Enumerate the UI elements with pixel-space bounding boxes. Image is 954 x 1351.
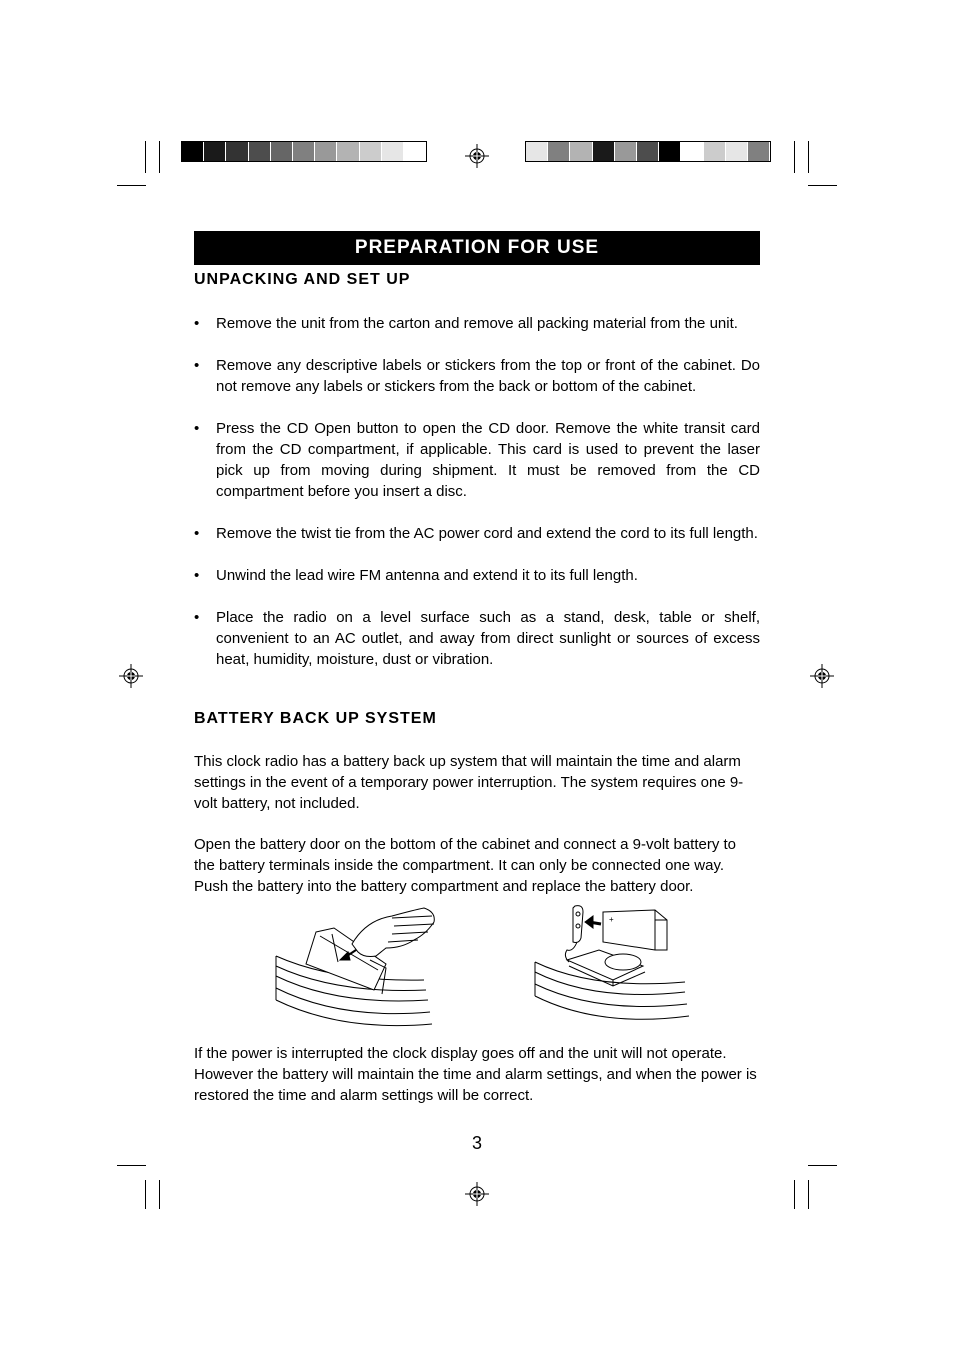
page-number: 3 [471,1133,482,1153]
color-swatch [249,142,271,161]
color-swatch [615,142,637,161]
color-swatch [404,142,426,161]
unpacking-bullet-list [194,313,760,691]
color-swatch [637,142,659,161]
section-heading-battery: BATTERY BACK UP SYSTEM [194,710,437,727]
color-swatch [337,142,359,161]
crop-mark [794,141,795,173]
page-title: PREPARATION FOR USE [194,231,760,265]
color-swatch [382,142,404,161]
color-swatch [315,142,337,161]
list-item: • Remove the twist tie from the AC power cord and extend the cord to its full length. [194,523,760,544]
list-item: • Place the radio on a level surface such as a stand, desk, table or shelf, convenient to an AC outlet, and away from direct sunlight or sources of excess heat, humidity, moisture, dust or vibration. [194,607,760,670]
color-swatch-strip-right [525,141,771,162]
color-swatch [704,142,726,161]
crop-mark [145,141,146,173]
battery-paragraph-install: Open the battery door on the bottom of the cabinet and connect a 9-volt battery to the battery terminals inside the compartment. It can only be connected one way. Push the battery into the battery compartment and replace the battery door. [194,836,737,895]
color-swatch [659,142,681,161]
color-swatch [271,142,293,161]
section-heading-unpacking: UNPACKING AND SET UP [194,271,411,288]
color-swatch [570,142,592,161]
color-swatch [726,142,748,161]
color-swatch [593,142,615,161]
crop-mark [145,1180,146,1209]
color-swatch [182,142,204,161]
crop-mark [808,1165,837,1166]
color-swatch [226,142,248,161]
color-swatch [204,142,226,161]
registration-mark-icon [465,1182,489,1206]
color-swatch [681,142,703,161]
crop-mark [808,141,809,173]
list-item: • Press the CD Open button to open the CD door. Remove the white transit card from the CD compartment, if applicable. This card is used to prevent the laser pick up from moving during shipment. It must be removed from the CD compartment before you insert a disc. [194,418,760,502]
color-swatch [548,142,570,161]
registration-mark-icon [465,144,489,168]
battery-paragraph-power-loss: If the power is interrupted the clock display goes off and the unit will not operate. However the battery will maintain the time and alarm settings, and when the power is restored the time and alarm settings will be correct. [194,1045,757,1104]
registration-mark-icon [119,664,143,688]
list-item: • Remove the unit from the carton and remove all packing material from the unit. [194,313,760,334]
crop-mark [808,1180,809,1209]
crop-mark [159,1180,160,1209]
battery-paragraph-intro: This clock radio has a battery back up system that will maintain the time and alarm settings in the event of a temporary power interruption. The system requires one 9-volt battery, not included. [194,753,744,812]
list-item: • Remove any descriptive labels or stickers from the top or front of the cabinet. Do not remove any labels or stickers from the back or bottom of the cabinet. [194,355,760,397]
crop-mark [808,185,837,186]
color-swatch [360,142,382,161]
color-swatch [526,142,548,161]
svg-text:+: + [609,915,614,924]
color-swatch [748,142,770,161]
crop-mark [159,141,160,173]
color-swatch [293,142,315,161]
registration-mark-icon [810,664,834,688]
crop-mark [117,185,146,186]
crop-mark [794,1180,795,1209]
battery-door-illustration [274,904,440,1038]
battery-insert-illustration [533,902,691,1040]
color-swatch-strip-left [181,141,427,162]
list-item: • Unwind the lead wire FM antenna and extend it to its full length. [194,565,760,586]
crop-mark [117,1165,146,1166]
